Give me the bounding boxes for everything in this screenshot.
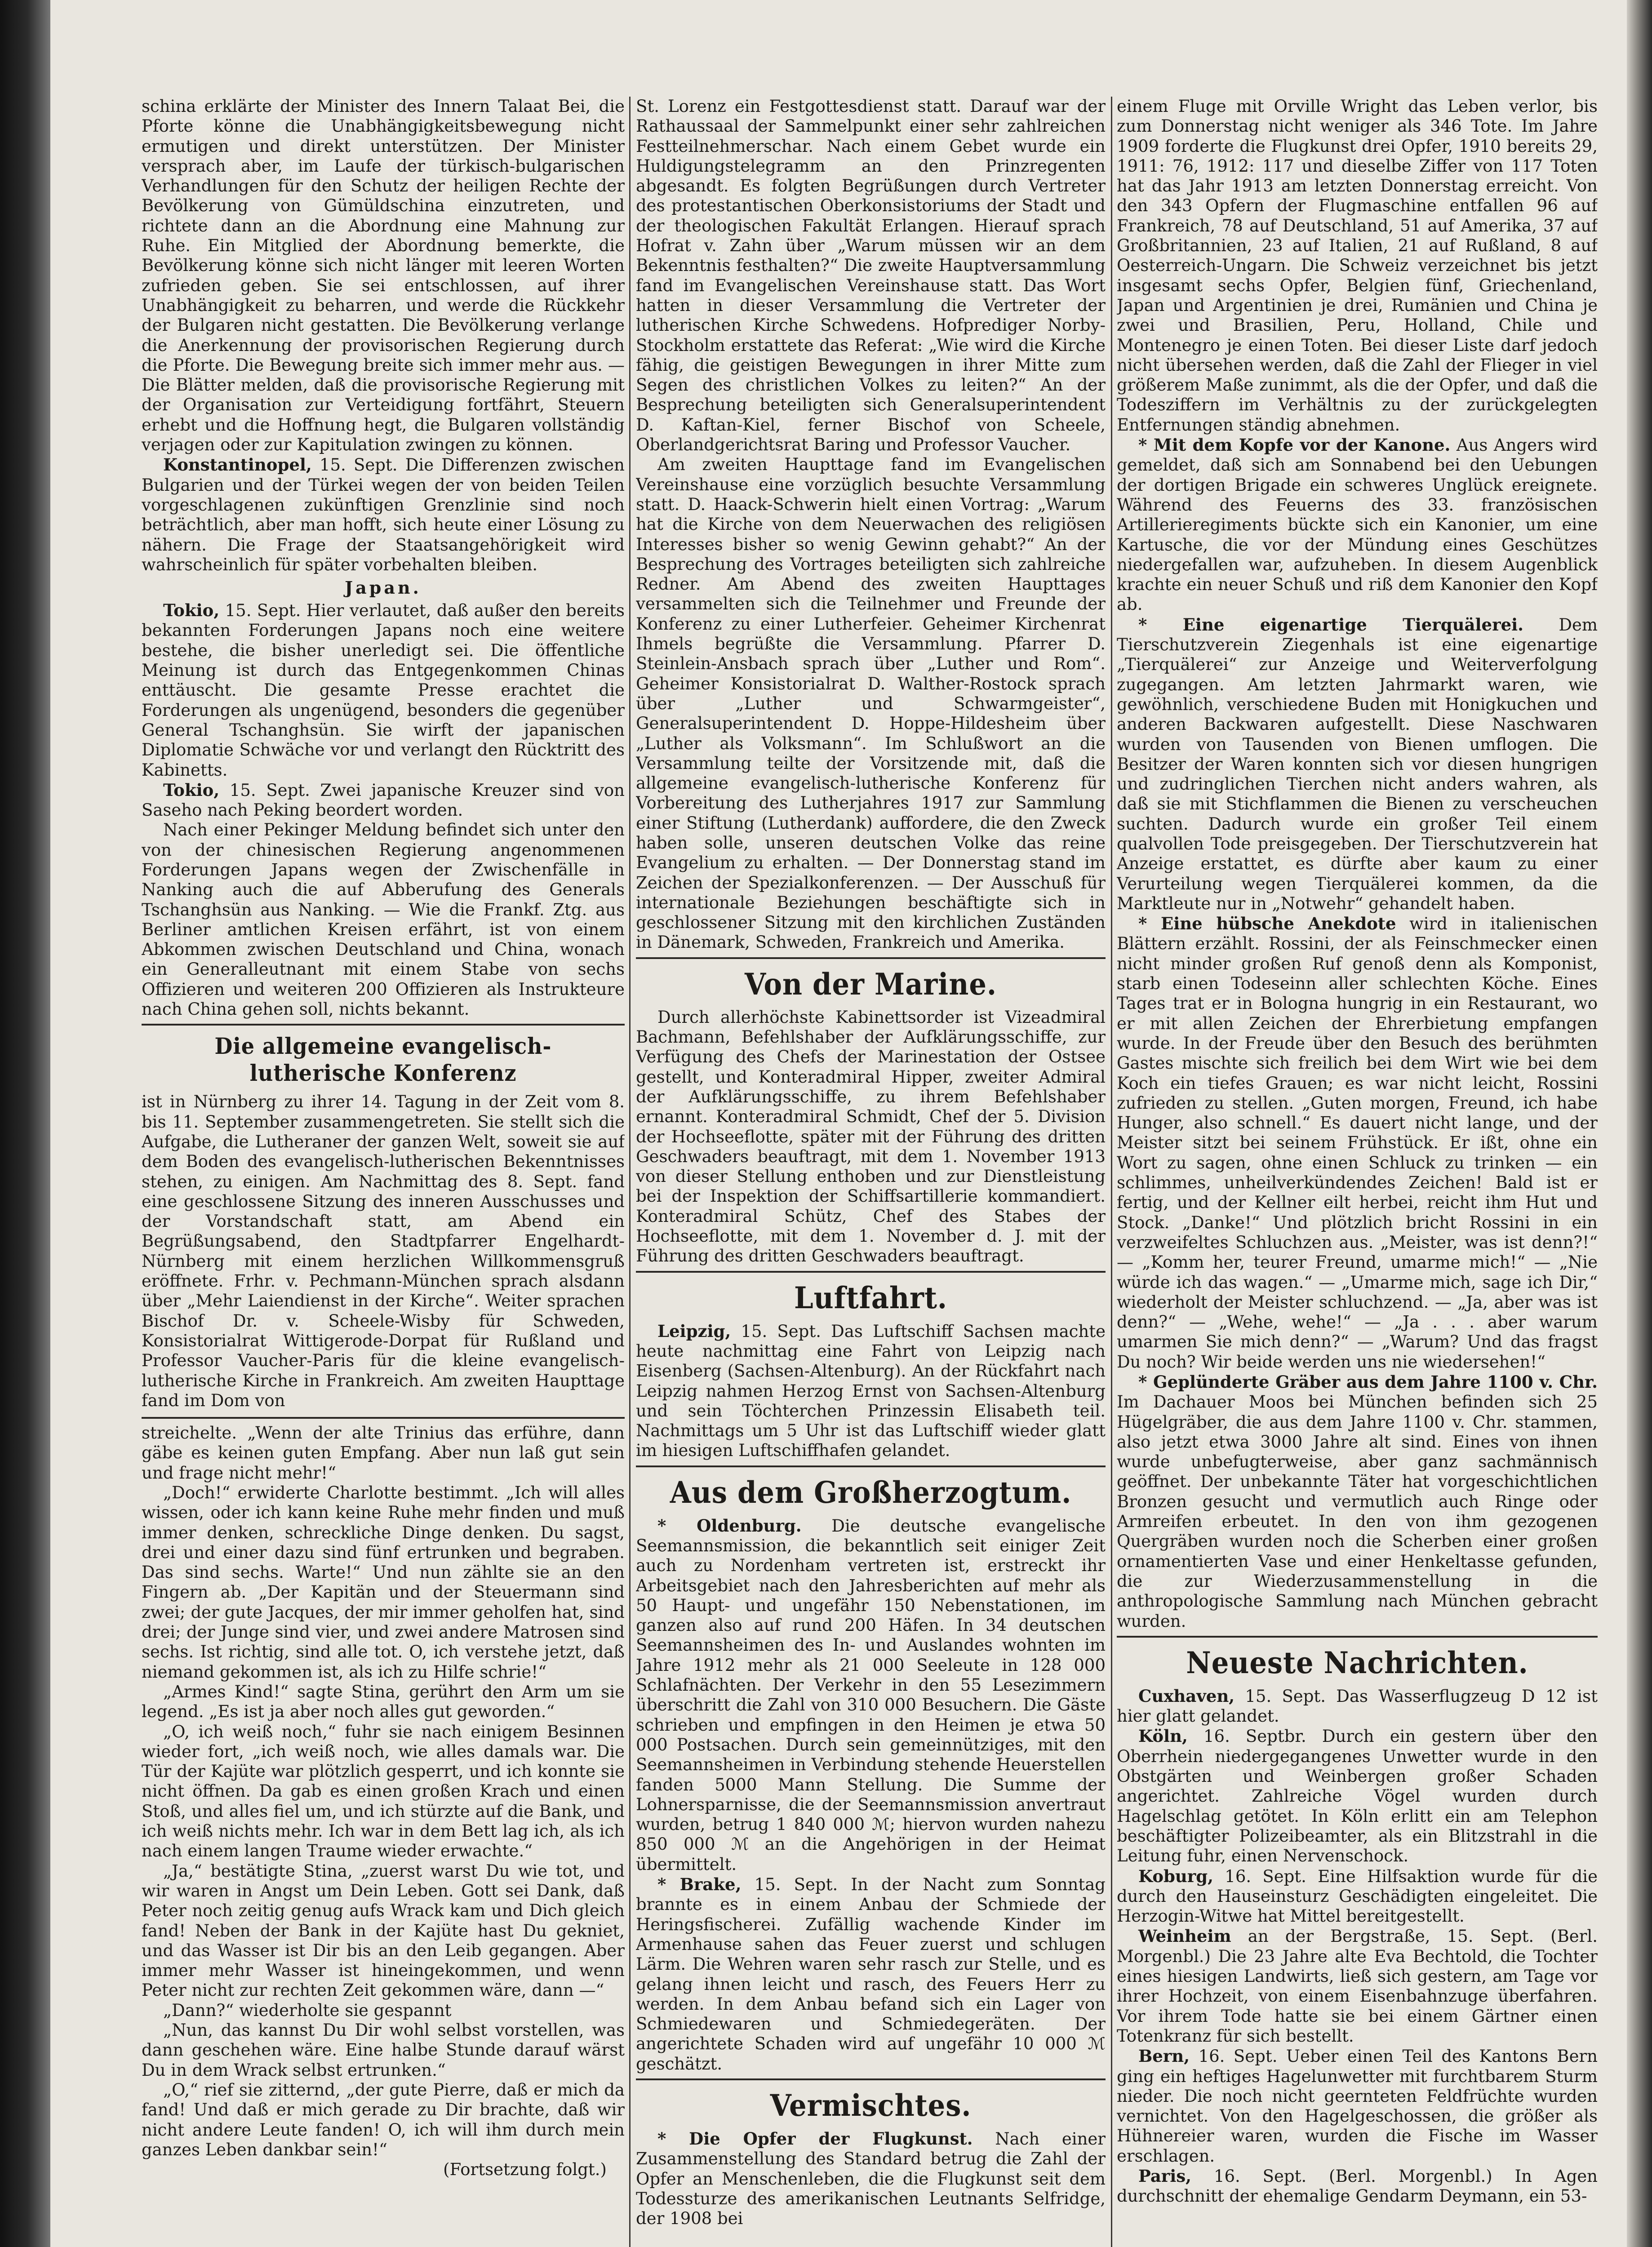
section-divider <box>142 1024 625 1026</box>
dateline: * Oldenburg. <box>657 1515 802 1536</box>
article-body: 15. Sept. Zwei japanische Kreuzer sind von Saseho nach Peking beordert worden. <box>142 780 625 820</box>
article-text <box>636 2129 1106 2229</box>
serial-story-text: „Armes Kind!“ sagte Stina, gerührt den Arm um sie legend. „Es ist ja aber noch alles gut geworden.“ <box>142 1682 625 1722</box>
dateline: Koburg, <box>1138 1866 1214 1886</box>
article-text: ist in Nürnberg zu ihrer 14. Tagung in der Zeit vom 8. bis 11. September zusammengetreten. Sie stellt sich die Aufgabe, die Lutheraner der ganzen Welt, soweit sie auf dem Boden des evangelisch-lutherischen Bekenntnisses stehen, zu einigen. Am Nachmittag des 8. Sept. fand eine geschlossene Sitzung des inneren Ausschusses und der Vorstandschaft statt, am Abend ein Begrüßungsabend, den Stadtpfarrer Engelhardt-Nürnberg mit einem herzlichen Willkommensgruß eröffnete. Frhr. v. Pechmann-München sprach alsdann über „Mehr Laiendienst in der Kirche“. Weiter sprachen Bischof Dr. v. Scheele-Wisby für Schweden, Konsistorialrat Wittigerode-Dorpat für Rußland und Professor Vaucher-Paris für die kleine evangelisch-lutherische Kirche in Frankreich. Am zweiten Haupttage fand im Dom von <box>142 1092 625 1410</box>
section-heading: Von der Marine. <box>745 966 997 1002</box>
continuation-note: (Fortsetzung folgt.) <box>443 2160 607 2180</box>
page-edge-shadow <box>1627 0 1652 2247</box>
section-heading: Aus dem Großherzogtum. <box>670 1474 1072 1510</box>
section-heading: Neueste Nachrichten. <box>1186 1645 1528 1680</box>
article-text <box>1117 615 1598 914</box>
dateline: Konstantinopel, <box>163 455 312 475</box>
serial-story-text: „Ja,“ bestätigte Stina, „zuerst warst Du wie tot, und wir waren in Angst um Dein Leben. Gott sei Dank, daß Peter noch zeitig genug aufs Wrack kam und Dich gleich fand! Neben der Bank in der Kajüte hast Du gekniet, und das Wasser ist Dir bis an den Leib gegangen. Aber immer mehr Wasser ist hineingekommen, und wenn Peter nicht zur rechten Zeit gekommen wäre, dann —“ <box>142 1861 625 2000</box>
article-text <box>142 600 625 780</box>
book-spine-shadow <box>0 0 50 2247</box>
dateline: Weinheim <box>1138 1926 1231 1946</box>
news-item <box>1117 1726 1598 1866</box>
dateline: Köln, <box>1138 1726 1188 1746</box>
column-1 <box>142 97 625 2247</box>
article-text <box>636 1874 1106 2074</box>
article-text: einem Fluge mit Orville Wright das Leben verlor, bis zum Donnerstag nicht weniger als 346 Tote. Im Jahre 1909 forderte die Flugkunst drei Opfer, 1910 bereits 29, 1911: 76, 1912: 117 und dieselbe Ziffer von 117 Toten hat das Jahr 1913 am letzten Donnerstag erreicht. Von den 343 Opfern der Flugmaschine entfallen 96 auf Frankreich, 78 auf Deutschland, 51 auf Amerika, 37 auf Großbritannien, 23 auf Italien, 21 auf Rußland, 8 auf Oesterreich-Ungarn. Die Schweiz verzeichnet bis jetzt insgesamt sechs Opfer, Belgien fünf, Griechenland, Japan und Argentinien je drei, Rumänien und China je zwei und Brasilien, Peru, Holland, Chile und Montenegro je einen Toten. Bei dieser Liste darf jedoch nicht übersehen werden, daß die Zahl der Flieger in viel größerem Maße zunimmt, als die der Opfer, und daß die Todesziffern im Verhältnis zu der zurückgelegten Entfernungen ständig abnehmen. <box>1117 97 1598 435</box>
dateline: * Brake, <box>657 1874 742 1895</box>
article-text <box>1117 435 1598 615</box>
section-divider <box>1117 1636 1598 1638</box>
article-body: Im Dachauer Moos bei München befinden sich 25 Hügelgräber, die aus dem Jahre 1100 v. Chr. stammen, also jetzt etwa 3000 Jahre alt sind. Eines von ihnen wurde unbefugterweise, aber ganz sachmännisch geöffnet. Der unbekannte Täter hat vorgeschichtlichen Bronzen gesucht und vermutlich auch Ringe oder Armreifen erbeutet. In den von ihm gezogenen Quergräben wurden noch die Scherben einer großen ornamentierten Vase und einer Henkeltasse gefunden, die zur Wiederzusammenstellung in die anthropologische Sammlung nach München gebracht wurden. <box>1117 1392 1598 1631</box>
dateline: Paris, <box>1138 2166 1192 2186</box>
article-text <box>636 1516 1106 1874</box>
article-title: * Die Opfer der Flugkunst. <box>657 2129 973 2149</box>
column-rule <box>629 97 631 2247</box>
serial-story-text: „Doch!“ erwiderte Charlotte bestimmt. „Ich will alles wissen, oder ich kann keine Ruhe mehr finden und muß immer denken, schreckliche Dinge denken. Du sagst, drei und einer dazu sind fünf ertrunken und begraben. Das sind sechs. Warte!“ Und nun zählte sie an den Fingern ab. „Der Kapitän und der Steuermann sind zwei; der gute Jacques, der mir immer geholfen hat, sind drei; der Junge sind vier, und zwei andere Matrosen sind sechs. Ist richtig, sind alle tot. O, ich verstehe jetzt, daß niemand gekommen ist, als ich zu Hilfe schrie!“ <box>142 1483 625 1682</box>
article-body: Aus Angers wird gemeldet, daß sich am Sonnabend bei den Uebungen der dortigen Brigade ein schweres Unglück ereignete. Während des Feuerns des 33. französischen Artillerieregiments bückte sich ein Kanonier, um eine Kartusche, die vor der Mündung eines Geschützes niedergefallen war, aufzuheben. In diesem Augenblick krachte ein neuer Schuß und riß dem Kanonier den Kopf ab. <box>1117 435 1598 614</box>
article-title: * Geplünderte Gräber aus dem Jahre 1100 v. Chr. <box>1138 1372 1598 1392</box>
serial-story-text: „O,“ rief sie zitternd, „der gute Pierre, daß er mich da fand! Und daß er mich gerade zu Dir brachte, daß wir nicht andere Leute fanden! O, ich will ihm durch mein ganzes Leben dankbar sein!“ <box>142 2080 625 2159</box>
dateline: Cuxhaven, <box>1138 1686 1235 1706</box>
section-heading: Die allgemeine evangelisch-lutherische Konferenz <box>214 1033 552 1087</box>
article-body: 15. Sept. Die Differenzen zwischen Bulgarien und der Türkei wegen der von beiden Teilen vorgeschlagenen zukünftigen Grenzlinie sind noch beträchtlich, aber man hofft, sich heute einer Lösung zu nähern. Die Frage der Staatsangehörigkeit wird wahrscheinlich für später vorbehalten bleiben. <box>142 455 625 574</box>
article-text: Durch allerhöchste Kabinettsorder ist Vizeadmiral Bachmann, Befehlshaber der Aufklärungsschiffe, zur Verfügung des Chefs der Marinestation der Ostsee gestellt, und Konteradmiral Hipper, zweiter Admiral der Aufklärungsschiffe, zu ihrem Befehlshaber ernannt. Konteradmiral Schmidt, Chef der 5. Division der Hochseeflotte, später mit der Führung des dritten Geschwaders beauftragt, mit dem 1. November 1913 von dieser Stellung enthoben und zur Dienstleistung bei der Inspektion der Schiffsartillerie kommandiert. Konteradmiral Schütz, Chef des Stabes der Hochseeflotte, mit dem 1. November d. J. mit der Führung des dritten Geschwaders beauftragt. <box>636 1007 1106 1266</box>
article-body: 15. Sept. Hier verlautet, daß außer den bereits bekannten Forderungen Japans noch eine weitere bestehe, die bisher unerledigt sei. Die öffentliche Meinung ist durch das Entgegenkommen Chinas enttäuscht. Die gesamte Presse erachtet die Forderungen als ungenügend, besonders die gegenüber General Tschanghsün. Sie wirft der japanischen Diplomatie Schwäche vor und verlangt den Rücktritt des Kabinetts. <box>142 601 625 780</box>
column-rule <box>1111 97 1112 2247</box>
article-text <box>142 455 625 575</box>
article-text: St. Lorenz ein Festgottesdienst statt. Darauf war der Rathaussaal der Sammelpunkt einer sehr zahlreichen Festteilnehmerschar. Nach einem Gebet wurde ein Huldigungstelegramm an den Prinzregenten abgesandt. Es folgten Begrüßungen durch Vertreter des protestantischen Oberkonsistoriums der Stadt und der theologischen Fakultät Erlangen. Hierauf sprach Hofrat v. Zahn über „Warum müssen wir an dem Bekenntnis festhalten?“ Die zweite Hauptversammlung fand im Evangelischen Vereinshause statt. Das Wort hatten in dieser Versammlung die Vertreter der lutherischen Kirche Schwedens. Hofprediger Norby-Stockholm erstattete das Referat: „Wie wird die Kirche fähig, die geistigen Bewegungen in ihrer Mitte zum Segen des christlichen Volkes zu leiten?“ An der Besprechung beteiligten sich Generalsuperintendent D. Kaftan-Kiel, ferner Bischof von Scheele, Oberlandgerichtsrat Baring und Professor Vaucher. <box>636 97 1106 455</box>
article-body: 16. Sept. (Berl. Morgenbl.) In Agen durchschnitt der ehemalige Gendarm Deymann, ein 53- <box>1117 2166 1598 2206</box>
article-body: 15. Sept. In der Nacht zum Sonntag brannte es in einem Anbau der Schmiede der Heringsfischerei. Zufällig wachende Kinder im Armenhause sahen das Feuer zuerst und schlugen Lärm. Die Wehren waren sehr rasch zur Stelle, und es gelang ihnen leicht und rasch, des Feuers Herr zu werden. In dem Anbau befand sich ein Lager von Schmiedewaren und Schmiedegeräten. Der angerichtete Schaden wird auf ungefähr 10 000 ℳ geschätzt. <box>636 1875 1106 2074</box>
dateline: Bern, <box>1138 2046 1190 2066</box>
section-divider <box>636 957 1106 959</box>
article-body: Die deutsche evangelische Seemannsmission, die bekanntlich seit einiger Zeit auch zu Nordenham vertreten ist, erstreckt ihr Arbeitsgebiet nach den Jahresberichten auf mehr als 50 Haupt- und ungefähr 150 Nebenstationen, im ganzen also auf rund 200 Häfen. In 34 deutschen Seemannsheimen des In- und Auslandes wohnten im Jahre 1912 mehr als 21 000 Seeleute in 128 000 Schlafnächten. Der Verkehr in den 55 Lesezimmern überschritt die Zahl von 310 000 Besuchern. Die Gäste schrieben und empfingen in den Heimen je etwa 50 000 Postsachen. Durch sein gemeinnütziges, mit den Seemannsheimen in Verbindung stehende Heuerstellen fanden 5000 Mann Stellung. Die Summe der Lohnersparnisse, die der Seemannsmission anvertraut wurden, betrug 1 840 000 ℳ; hiervon wurden nahezu 850 000 ℳ an die Angehörigen in der Heimat übermittelt. <box>636 1516 1106 1874</box>
article-text <box>142 780 625 821</box>
dateline: Leipzig, <box>657 1321 731 1341</box>
article-title: * Mit dem Kopfe vor der Kanone. <box>1138 435 1451 455</box>
article-body: 16. Septbr. Durch ein gestern über den Oberrhein niedergegangenes Unwetter wurde in den Obstgärten und Weinbergen großer Schaden angerichtet. Zahlreiche Vögel wurden durch Hagelschlag getötet. In Köln erlitt ein am Telephon beschäftigter Polizeibeamter, als ein Blitzstrahl in die Leitung fuhr, einen Nervenschock. <box>1117 1727 1598 1866</box>
column-2 <box>636 97 1106 2247</box>
article-text: schina erklärte der Minister des Innern Talaat Bei, die Pforte könne die Unabhängigkeitsbewegung nicht ermutigen und direkt unterstützen. Der Minister versprach aber, im Laufe der türkisch-bulgarischen Verhandlungen für den Schutz der heiligen Rechte der Bevölkerung von Gümüldschina einzutreten, und richtete dann an die Abordnung eine Mahnung zur Ruhe. Ein Mitglied der Abordnung bemerkte, die Bevölkerung könne sich nicht länger mit leeren Worten zufrieden geben. Sie sei entschlossen, auf ihrer Unabhängigkeit zu beharren, und werde die Rückkehr der Bulgaren nicht gestatten. Die Bevölkerung verlange die Anerkennung der provisorischen Regierung durch die Pforte. Die Bewegung breite sich immer mehr aus. — Die Blätter melden, daß die provisorische Regierung mit der Organisation zur Verteidigung fortfährt, Steuern erhebt und die Hoffnung hegt, die Bulgaren vollständig verjagen oder zur Kapitulation zwingen zu können. <box>142 97 625 455</box>
column-3 <box>1117 97 1598 2247</box>
article-body: 15. Sept. Das Wasserflugzeug D 12 ist hier glatt gelandet. <box>1117 1686 1598 1726</box>
section-subheading: Japan. <box>345 577 422 598</box>
article-text <box>1117 914 1598 1372</box>
news-item <box>1117 2046 1598 2166</box>
article-title: * Eine hübsche Anekdote <box>1138 914 1396 934</box>
newspaper-page <box>103 97 1618 2247</box>
news-item <box>1117 2166 1598 2207</box>
dateline: Tokio, <box>163 780 220 800</box>
article-text: Nach einer Pekinger Meldung befindet sich unter den von der chinesischen Regierung angenommenen Forderungen Japans wegen der Zwischenfälle in Nanking auch die auf Abberufung des Generals Tschanghsün aus Nanking. — Wie die Frankf. Ztg. aus Berliner amtlichen Kreisen erfährt, ist von einem Abkommen zwischen Deutschland und China, wonach ein Generalleutnant mit einem Stabe von sechs Offizieren und weiteren 200 Offizieren als Instrukteure nach China gehen soll, nichts bekannt. <box>142 820 625 1019</box>
serial-story-text: „Nun, das kannst Du Dir wohl selbst vorstellen, was dann geschehen wäre. Eine halbe Stunde darauf wärst Du in dem Wrack selbst ertrunken.“ <box>142 2021 625 2080</box>
article-text <box>1117 1372 1598 1631</box>
news-item <box>1117 1926 1598 2046</box>
news-item <box>1117 1686 1598 1727</box>
serial-story-text: streichelte. „Wenn der alte Trinius das erführe, dann gäbe es keinen guten Empfang. Aber nun laß gut sein und frage nicht mehr!“ <box>142 1423 625 1483</box>
section-divider <box>636 1271 1106 1273</box>
article-body: an der Bergstraße, 15. Sept. (Berl. Morgenbl.) Die 23 Jahre alte Eva Bechtold, die Tochter eines hiesigen Landwirts, ließ sich gestern, am Tage vor ihrer Hochzeit, von einem Eisenbahnzuge überfahren. Vor ihrem Tode hatte sie bei einem Gärtner einen Totenkranz für sich bestellt. <box>1117 1927 1598 2046</box>
section-divider <box>636 1465 1106 1467</box>
article-text <box>636 1321 1106 1461</box>
dateline: Tokio, <box>163 600 220 621</box>
article-body: Nach einer Zusammenstellung des Standard betrug die Zahl der Opfer an Menschenleben, die die Flugkunst seit dem Todessturze des amerikanischen Leutnants Selfridge, der 1908 bei <box>636 2129 1106 2229</box>
section-heading: Luftfahrt. <box>794 1280 948 1315</box>
article-title: * Eine eigenartige Tierquälerei. <box>1138 614 1524 635</box>
serial-story-text: „O, ich weiß noch,“ fuhr sie nach einigem Besinnen wieder fort, „ich weiß noch, wie alles damals war. Die Tür der Kajüte war plötzlich gesperrt, und ich konnte sie nicht öffnen. Da gab es einen großen Krach und einen Stoß, und alles fiel um, und ich stürzte auf die Bank, und ich weiß nichts mehr. Ich war in dem Bett lag ich, als ich nach einem langen Traume wieder erwachte.“ <box>142 1722 625 1861</box>
article-text: Am zweiten Haupttage fand im Evangelischen Vereinshause eine vorzüglich besuchte Versammlung statt. D. Haack-Schwerin hielt einen Vortrag: „Warum hat die Kirche von dem Neuerwachen des religiösen Interesses bisher so wenig Gewinn gehabt?“ An der Besprechung des Vortrages beteiligten sich zahlreiche Redner. Am Abend des zweiten Haupttages versammelten sich die Teilnehmer und Freunde der Konferenz zu einer Lutherfeier. Geheimer Kirchenrat Ihmels begrüßte die Versammlung. Pfarrer D. Steinlein-Ansbach sprach über „Luther und Rom“. Geheimer Konsistorialrat D. Walther-Rostock sprach über „Luther und Schwarmgeister“, Generalsuperintendent D. Hoppe-Hildesheim über „Luther als Volksmann“. Im Schlußwort an die Versammlung teilte der Vorsitzende mit, daß die allgemeine evangelisch-lutherische Konferenz für Vorbereitung des Lutherjahres 1917 zur Sammlung einer Stiftung (Lutherdank) auffordere, die den Zweck haben solle, unseren deutschen Volke das reine Evangelium zu erhalten. — Der Donnerstag stand im Zeichen der Spezialkonferenzen. — Der Ausschuß für internationale Beziehungen beschäftigte sich in geschlossener Sitzung mit den kirchlichen Zuständen in Dänemark, Schweden, Frankreich und Amerika. <box>636 455 1106 952</box>
serial-story-text: „Dann?“ wiederholte sie gespannt <box>163 2000 452 2020</box>
feuilleton-divider <box>142 1417 625 1419</box>
article-body: 16. Sept. Ueber einen Teil des Kantons Bern ging ein heftiges Hagelunwetter mit furchtbarem Sturm nieder. Die noch nicht geernteten Feldfrüchte wurden vernichtet. Von den Hagelgeschossen, die größer als Hühnereier waren, wurden die Fische im Wasser erschlagen. <box>1117 2047 1598 2166</box>
news-item <box>1117 1866 1598 1927</box>
article-body: Dem Tierschutzverein Ziegenhals ist eine eigenartige „Tierquälerei“ zur Anzeige und Weiterverfolgung zugegangen. Am letzten Jahrmarkt waren, wie gewöhnlich, verschiedene Buden mit Honigkuchen und anderen Backwaren aufgestellt. Diese Naschwaren wurden von Tausenden von Bienen umflogen. Die Besitzer der Waren konnten sich vor diesen hungrigen und zudringlichen Tierchen nicht anders wahren, als daß sie mit Stichflammen die Bienen zu verscheuchen suchten. Dadurch wurde ein großer Teil einem qualvollen Tode preisgegeben. Der Tierschutzverein hat Anzeige erstattet, es dürfte aber kaum zu einer Verurteilung wegen Tierquälerei kommen, da die Marktleute nur in „Notwehr“ gehandelt haben. <box>1117 615 1598 913</box>
article-body: 15. Sept. Das Luftschiff Sachsen machte heute nachmittag eine Fahrt von Leipzig nach Eisenberg (Sachsen-Altenburg). An der Rückfahrt nach Leipzig nahmen Herzog Ernst von Sachsen-Altenburg und sein Töchterchen Prinzessin Elisabeth teil. Nachmittags um 5 Uhr ist das Luftschiff wieder glatt im hiesigen Luftschiffhafen gelandet. <box>636 1321 1106 1461</box>
section-heading: Vermischtes. <box>770 2088 972 2123</box>
article-body: 16. Sept. Eine Hilfsaktion wurde für die durch den Hauseinsturz Geschädigten eingeleitet. Die Herzogin-Witwe hat Mittel bereitgestellt. <box>1117 1866 1598 1926</box>
article-body: wird in italienischen Blättern erzählt. Rossini, der als Feinschmecker einen nicht minder großen Ruf genoß denn als Komponist, starb einen Todeseinn aller schlechten Köche. Eines Tages trat er in Bologna hungrig in ein Restaurant, wo er mit allen Zeichen der Ehrerbietung empfangen wurde. In der Freude über den Besuch des berühmten Gastes mischte sich freilich bei dem Wirt wie bei dem Koch ein tiefes Grauen; es war nicht leicht, Rossini zufrieden zu stellen. „Guten morgen, Freund, ich habe Hunger, also schnell.“ Es dauert nicht lange, und der Meister sitzt bei seinem Frühstück. Er ißt, ohne ein Wort zu sagen, ohne einen Schluck zu trinken — ein schlimmes, unheilverkündendes Zeichen! Bald ist er fertig, und der Kellner eilt herbei, reicht ihm Hut und Stock. „Danke!“ Und plötzlich bricht Rossini in ein verzweifeltes Schluchzen aus. „Meister, was ist denn?!“ — „Komm her, teurer Freund, umarme mich!“ — „Nie würde ich das wagen.“ — „Umarme mich, sage ich Dir,“ wiederholt der Meister schluchzend. — „Ja, aber was ist denn?“ — „Wehe, wehe!“ — „Ja . . . aber warum umarmen Sie mich denn?“ — „Warum? Und das fragst Du noch? Wir beide werden uns nie wiedersehen!“ <box>1117 914 1598 1372</box>
section-divider <box>636 2078 1106 2080</box>
